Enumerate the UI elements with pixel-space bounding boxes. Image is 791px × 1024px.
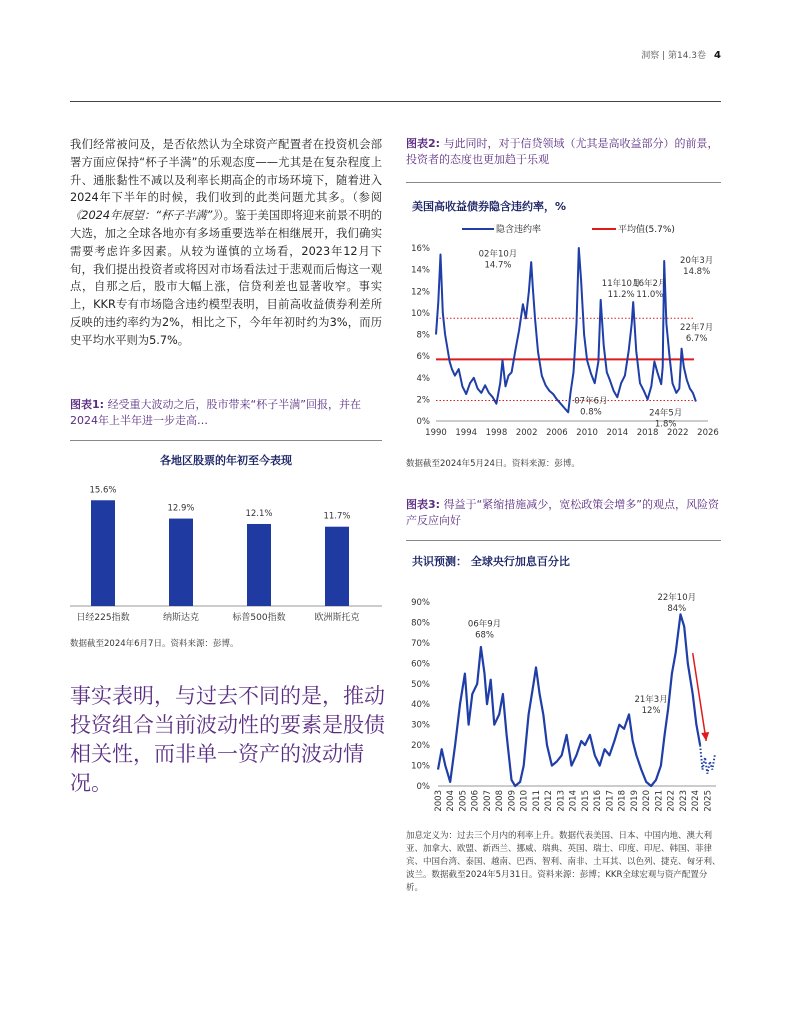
fig3-x-tick-label: 2017 (605, 790, 616, 812)
fig3-caption-label: 图表3: (406, 498, 441, 511)
fig3-forecast-line (700, 745, 715, 774)
fig1-bar (91, 500, 115, 606)
fig3-x-tick-label: 2024 (691, 790, 702, 812)
fig3-note: 加息定义为：过去三个月内的利率上升。数据代表美国、日本、中国内地、澳大利亚、加拿大、欧盟、新西兰、挪威、瑞典、英国、瑞士、印度、印尼、韩国、菲律宾、中国台湾、泰国、越南、巴西、智利、南非、土耳其、以色列、捷克、匈牙利、波兰。数据截至2024年5月31日。资料来源：彭博；KKR全球宏观与资产配置分析。 (406, 831, 721, 893)
fig3-rule (406, 540, 721, 541)
fig2-y-tick-label: 6% (416, 352, 430, 363)
fig1-rule (70, 440, 382, 441)
fig1-caption (70, 397, 382, 429)
fig2-x-tick-label: 2010 (576, 428, 598, 438)
fig3-y-tick-label: 10% (411, 761, 430, 772)
fig3-x-tick-label: 2008 (495, 790, 506, 812)
body-paragraph (70, 136, 382, 350)
fig2-caption-text: 与此同时，对于信贷领域（尤其是高收益部分）的前景，投资者的态度也更加趋于乐观 (406, 137, 719, 166)
fig3-x-tick-label: 2003 (434, 790, 444, 812)
fig3-x-tick-label: 2013 (556, 790, 567, 812)
fig3-trend-arrow (693, 653, 706, 741)
fig2-annotation-value: 11.0% (636, 289, 664, 300)
fig1-category-label: 欧洲斯托克 (314, 613, 360, 623)
header-rule (70, 101, 721, 102)
fig2-annotation-value: 14.8% (683, 267, 711, 278)
fig3-annotation-date: 22年10月 (657, 592, 697, 603)
fig3-x-tick-label: 2015 (580, 790, 591, 812)
fig3-caption-text: 得益于“紧缩措施减少，宽松政策会增多”的观点，风险资产反应向好 (406, 498, 719, 527)
fig1-category-label: 日经225指数 (76, 613, 130, 623)
fig2-annotation-date: 16年2月 (633, 278, 667, 289)
fig2-x-tick-label: 2002 (515, 428, 538, 438)
fig3-y-tick-label: 0% (416, 782, 430, 792)
fig1-caption-text: 经受重大波动之后，股市带来“杯子半满”回报，并在2024年上半年进一步走高… (70, 398, 361, 427)
fig2-x-tick-label: 2026 (697, 428, 719, 438)
fig2-annotation-value: 14.7% (484, 260, 512, 271)
fig2-series-line (436, 248, 696, 412)
fig3-caption (406, 497, 721, 529)
fig3-x-tick-label: 2012 (544, 790, 555, 812)
fig3-y-tick-label: 80% (411, 618, 430, 629)
fig3-x-tick-label: 2006 (470, 790, 481, 812)
fig3-x-tick-label: 2007 (482, 790, 493, 812)
fig2-y-tick-label: 16% (411, 244, 430, 254)
fig2-y-tick-label: 14% (411, 265, 430, 276)
report-link[interactable]: 《2024年展望：“杯子半满”》 (70, 209, 218, 223)
fig1-category-label: 纳斯达克 (162, 613, 200, 623)
fig2-y-tick-label: 2% (416, 395, 430, 406)
fig2-legend-avg-label: 平均值(5.7%) (618, 225, 675, 235)
fig3-x-tick-label: 2020 (642, 790, 653, 812)
fig1-bar (247, 524, 271, 606)
fig2-annotation-date: 20年3月 (680, 256, 714, 267)
body-text-part1: 我们经常被问及，是否依然认为全球资产配置者在投资机会部署方面应保持“杯子半满”的乐观态度——尤其是在复杂程度上升、通胀黏性不减以及利率长期高企的市场环境下，随着进入2024年下半年的时候，我们收到的此类问题尤其多。（参阅 (70, 138, 382, 205)
fig2-annotation-value: 11.2% (607, 289, 635, 300)
fig3-annotation-value: 84% (667, 603, 687, 614)
fig3-x-tick-label: 2004 (446, 790, 457, 812)
fig1-category-label: 标普500指数 (232, 613, 286, 623)
fig2-caption (406, 136, 721, 168)
fig3-x-tick-label: 2021 (654, 790, 665, 812)
fig2-annotation-date: 24年5月 (649, 408, 683, 419)
fig2-y-tick-label: 10% (411, 308, 430, 319)
fig3-y-tick-label: 50% (411, 679, 430, 690)
page-header (641, 48, 721, 61)
fig2-annotation-value: 1.8% (654, 419, 677, 430)
fig1-bar-chart (70, 470, 382, 630)
fig1-value-label: 12.1% (245, 508, 273, 519)
fig3-trend-arrowhead (701, 732, 709, 741)
fig2-x-tick-label: 2014 (606, 428, 629, 438)
fig2-legend-series-label: 隐含违约率 (496, 225, 542, 235)
body-text-part2: ）。鉴于美国即将迎来前景不明的大选，加之全球各地亦有多场重要选举在相继展开，我们确实需要考虑许多因素。从较为谨慎的立场看，2023年12月下旬，我们提出投资者或将因对市场看法过于悲观而后悔这一观点，自那之后，股市大幅上涨，信贷利差也显著收窄。事实上，KKR专有市场隐含违约模型表明，目前高收益债券利差所反映的违约率约为2%，相比之下，今年年初时约为3%，而历史平均水平则为5.7%。 (70, 209, 382, 347)
fig3-y-tick-label: 90% (411, 598, 430, 608)
fig2-annotation-date: 22年7月 (680, 323, 714, 334)
fig2-x-tick-label: 1990 (425, 428, 447, 438)
page-number: 4 (714, 50, 721, 61)
fig2-y-tick-label: 12% (411, 287, 430, 298)
fig2-caption-label: 图表2: (406, 137, 441, 150)
fig1-title: 各地区股票的年初至今表现 (160, 454, 292, 467)
fig2-y-tick-label: 8% (416, 330, 430, 341)
fig3-annotation-value: 12% (641, 706, 661, 717)
fig2-annotation-date: 02年10月 (478, 249, 518, 260)
fig3-x-tick-label: 2022 (666, 790, 677, 812)
fig2-y-tick-label: 4% (416, 373, 430, 384)
fig2-annotation-value: 0.8% (580, 407, 602, 418)
fig3-y-tick-label: 70% (411, 638, 430, 649)
fig2-x-tick-label: 2022 (666, 428, 689, 438)
fig1-value-label: 15.6% (89, 485, 117, 496)
fig3-x-tick-label: 2010 (519, 790, 530, 812)
fig1-value-label: 11.7% (323, 511, 351, 522)
fig2-annotation-date: 07年6月 (574, 396, 608, 407)
fig3-x-tick-label: 2018 (617, 790, 628, 812)
fig1-note: 数据截至2024年6月7日。资料来源：彭博。 (70, 639, 239, 649)
fig3-x-tick-label: 2025 (703, 790, 714, 812)
fig3-annotation-date: 21年3月 (634, 695, 668, 706)
fig2-x-tick-label: 1994 (455, 428, 478, 438)
fig3-x-tick-label: 2023 (678, 790, 689, 812)
fig3-x-tick-label: 2016 (593, 790, 604, 812)
fig3-y-tick-label: 20% (411, 741, 430, 752)
fig3-x-tick-label: 2019 (629, 790, 640, 812)
fig3-x-tick-label: 2011 (531, 790, 542, 812)
fig3-title: 共识预测： 全球央行加息百分比 (412, 555, 570, 568)
fig1-bar (169, 519, 193, 606)
fig3-x-tick-label: 2009 (507, 790, 518, 812)
fig3-x-tick-label: 2014 (568, 790, 579, 812)
fig3-y-tick-label: 40% (411, 700, 430, 711)
fig2-line-chart (406, 218, 721, 448)
fig1-bar (325, 527, 349, 606)
fig1-caption-label: 图表1: (70, 398, 105, 411)
fig2-x-tick-label: 2006 (546, 428, 568, 438)
fig3-y-tick-label: 30% (411, 720, 430, 731)
publication-title: 洞察 | 第14.3卷 (641, 51, 707, 61)
fig3-line-chart (406, 580, 721, 820)
fig2-rule (406, 182, 721, 183)
fig1-value-label: 12.9% (167, 503, 195, 514)
fig3-y-tick-label: 60% (411, 659, 430, 670)
fig2-title: 美国高收益债券隐含违约率，% (412, 200, 567, 213)
fig3-x-tick-label: 2005 (458, 790, 469, 812)
fig3-annotation-date: 06年9月 (467, 619, 502, 630)
fig2-y-tick-label: 0% (416, 417, 430, 427)
fig3-annotation-value: 68% (475, 630, 494, 641)
fig2-x-tick-label: 1998 (485, 428, 508, 438)
fig2-annotation-date: 11年10月 (601, 278, 641, 289)
fig2-note: 数据截至2024年5月24日。资料来源：彭博。 (406, 459, 580, 469)
fig2-x-tick-label: 2018 (636, 428, 659, 438)
pull-quote: 事实表明，与过去不同的是，推动投资组合当前波动性的要素是股债相关性，而非单一资产的波动情况。 (70, 684, 385, 795)
fig2-annotation-value: 6.7% (685, 334, 708, 345)
